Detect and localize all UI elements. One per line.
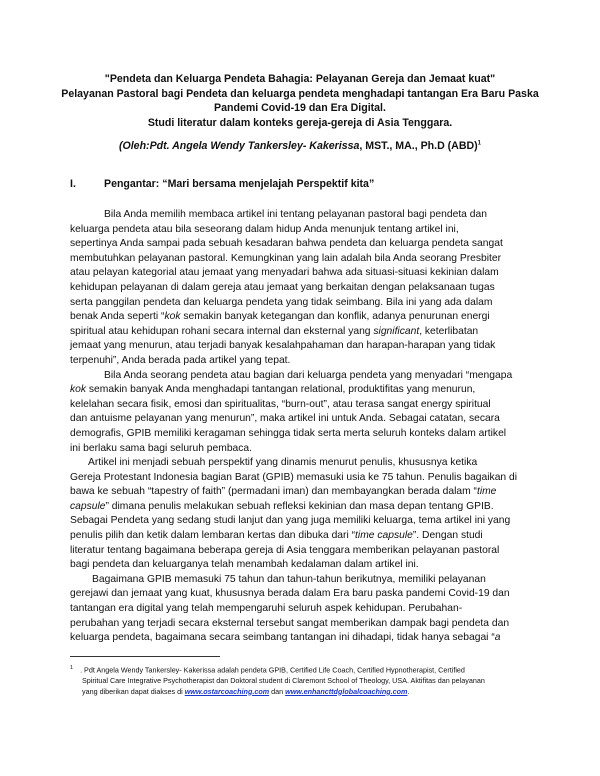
title-line-4: Studi literatur dalam konteks gereja-gereja di Asia Tenggara. <box>147 116 453 129</box>
body-text-segment: Artikel ini menjadi sebuah perspektif yang dinamis menurut penulis, khususnya ketika <box>88 457 478 469</box>
body-line <box>70 500 542 515</box>
author-line <box>60 140 540 152</box>
body-line <box>70 529 542 544</box>
body-line <box>70 558 542 573</box>
body-line <box>70 383 542 398</box>
enhancttdglobalcoaching-link[interactable]: www.enhancttdglobalcoaching.com <box>285 686 408 696</box>
body-text <box>70 208 542 646</box>
italic-term: capsule <box>70 500 106 512</box>
body-text-segment: jemaat yang menurun, atau terjadi banyak kesalahpahaman dan harapan-harapan yang tidak <box>70 340 496 352</box>
author-name: (Oleh:Pdt. Angela Wendy Tankersley- Kakerissa <box>118 140 360 152</box>
body-text-segment: Bila Anda seorang pendeta atau bagian dari keluarga pendeta yang menyadari “mengapa <box>104 369 513 381</box>
body-text-segment: keluarga pendeta, bagaimana secara seimbang tantangan ini dihadapi, tidak hanya sebagai “ <box>70 632 495 644</box>
body-line <box>70 208 542 223</box>
body-line <box>70 223 542 238</box>
italic-term: kok <box>70 384 87 396</box>
body-line <box>70 354 542 369</box>
footnote <box>70 663 550 697</box>
body-text-segment: ”. Dengan studi <box>412 530 483 542</box>
footnote-text-3: yang diberikan dapat diakses di <box>82 686 185 696</box>
body-text-segment: dan antuisme pelayanan yang menurun”, maka artikel ini untuk Anda. Sebagai catatan, secara <box>70 413 500 425</box>
body-line <box>70 252 542 267</box>
body-text-segment: membutuhkan pelayanan pastoral. Kemungkinan yang lain adalah bila Anda seorang Presbiter <box>70 252 502 264</box>
body-text-segment: ” dimana penulis melakukan sebuah refleksi kekinian dan masa depan tentang GPIB. <box>105 500 494 512</box>
ostarcoaching-link[interactable]: www.ostarcoaching.com <box>184 686 270 696</box>
body-line <box>70 266 542 281</box>
footnote-line-2: Spiritual Care Integrative Psychotherapist dan Doktoral student di Claremont School of Theology, USA. Aktifitas dan pelayanan <box>82 675 485 685</box>
body-line <box>70 339 542 354</box>
body-text-segment: penulis pilih dan ketik dalam lembaran kertas dan dibuka dari “ <box>70 530 356 542</box>
footnote-conj: dan <box>269 686 286 696</box>
body-line <box>70 412 542 427</box>
body-line <box>70 587 542 602</box>
body-line <box>70 369 542 384</box>
footnote-reference[interactable]: 1 <box>477 140 482 147</box>
body-text-segment: Bagaimana GPIB memasuki 75 tahun dan tahun-tahun berikutnya, memiliki pelayanan <box>92 573 486 585</box>
body-text-segment: spiritual atau kehidupan rohani secara internal dan eksternal yang <box>70 325 374 337</box>
body-line <box>70 296 542 311</box>
body-line <box>70 602 542 617</box>
footnote-text-1: . Pdt Angela Wendy Tankersley- Kakerissa adalah pendeta GPIB, Certified Life Coach, Certified Hypnotherapist, Certified <box>80 665 465 675</box>
italic-term: significant <box>373 325 420 337</box>
body-text-segment: benak Anda seperti “ <box>70 311 165 323</box>
body-text-segment: Bila Anda memilih membaca artikel ini tentang pelayanan pastoral bagi pendeta dan <box>104 209 487 220</box>
body-text-segment: kelelahan secara fisik, emosi dan spiritualitas, “burn-out”, atau terasa sangat energy spiritual <box>70 398 491 410</box>
title-line-1: "Pendeta dan Keluarga Pendeta Bahagia: Pelayanan Gereja dan Jemaat kuat" <box>104 73 496 85</box>
body-text-segment: literatur tentang bagaimana beberapa gereja di Asia tenggara memberikan pelayanan pastoral <box>70 544 500 556</box>
body-text-segment: semakin banyak Anda menghadapi tantangan relational, produktifitas yang menurun, <box>86 384 476 396</box>
body-text-segment: demografis, GPIB memiliki keragaman sehingga tidak serta merta seluruh konteks dalam artikel <box>70 427 507 439</box>
body-line <box>70 427 542 442</box>
italic-term: kok <box>164 311 181 323</box>
title-block <box>60 72 540 130</box>
footnote-line-3 <box>70 687 550 698</box>
section-title: Pengantar: “Mari bersama menjelajah Perspektif kita” <box>104 178 375 190</box>
body-line <box>70 456 542 471</box>
body-text-segment: ini berlaku sama bagi seluruh pembaca. <box>70 442 253 454</box>
footnote-end: . <box>407 686 410 696</box>
body-line <box>70 237 542 252</box>
body-line <box>70 485 542 500</box>
body-line <box>70 573 542 588</box>
body-text-segment: tantangan era digital yang telah mempengaruhi seluruh aspek kehidupan. Perubahan- <box>70 603 463 615</box>
author-credentials: , MST., MA., Ph.D (ABD) <box>359 140 478 152</box>
body-line <box>70 325 542 340</box>
body-line <box>70 617 542 632</box>
body-text-segment: gerejawi dan jemaat yang kuat, khususnya berada dalam Era baru paska pandemi Covid-19 dan <box>70 588 510 600</box>
section-number: I. <box>70 178 76 190</box>
footnote-mark: 1 <box>70 665 74 671</box>
body-line <box>70 514 542 529</box>
body-text-segment: sepertinya Anda sampai pada sebuah kesadaran bahwa pendeta dan keluarga pendeta sangat <box>70 238 503 250</box>
body-line <box>70 398 542 413</box>
title-line-2: Pelayanan Pastoral bagi Pendeta dan keluarga pendeta menghadapi tantangan Era Baru Paska <box>61 87 539 100</box>
body-text-segment: terpenuhi”, Anda berada pada artikel yang tepat. <box>70 354 291 366</box>
body-line <box>70 442 542 457</box>
body-text-segment: , keterlibatan <box>419 325 479 337</box>
body-line <box>70 310 542 325</box>
body-text-segment: atau pelayan kategorial atau jemaat yang menyadari bahwa ada situasi-situasi kekinian dalam <box>70 267 499 279</box>
italic-term: time <box>476 486 497 498</box>
italic-term: time capsule <box>355 530 413 542</box>
title-line-3: Pandemi Covid-19 dan Era Digital. <box>214 102 386 115</box>
italic-term: a <box>494 632 501 644</box>
body-text-segment: bagi pendeta dan keluarganya telah menambah kedalaman dalam artikel ini. <box>70 559 419 571</box>
body-text-segment: semakin banyak ketegangan dan konflik, adanya penurunan energi <box>180 311 490 323</box>
body-line <box>70 544 542 559</box>
body-line <box>70 281 542 296</box>
body-text-segment: keluarga pendeta atau bila seseorang dalam hidup Anda menunjuk tentang artikel ini, <box>70 223 459 235</box>
body-line <box>70 631 542 646</box>
footnote-divider <box>70 656 220 657</box>
body-text-segment: Sebagai Pendeta yang sedang studi lanjut dan yang juga memiliki keluarga, tema artikel ini yang <box>70 515 511 527</box>
body-text-segment: Gereja Protestant Indonesia bagian Barat (GPIB) memasuki usia ke 75 tahun. Penulis bagaikan di <box>70 471 518 483</box>
footnote-line-1 <box>70 663 550 676</box>
body-text-segment: bawa ke sebuah “tapestry of faith” (permadani iman) dan membayangkan berada dalam “ <box>70 486 477 498</box>
body-text-segment: kehidupan pelayanan di dalam gereja atau jemaat yang berkaitan dengan pelaksanaan tugas <box>70 281 495 293</box>
body-text-segment: serta panggilan pendeta dan keluarga pendeta yang tidak seimbang. Bila ini yang ada dalam <box>70 296 493 308</box>
body-line <box>70 471 542 486</box>
body-text-segment: perubahan yang terjadi secara eksternal tersebut sangat memberikan dampak bagi pendeta dan <box>70 617 510 629</box>
